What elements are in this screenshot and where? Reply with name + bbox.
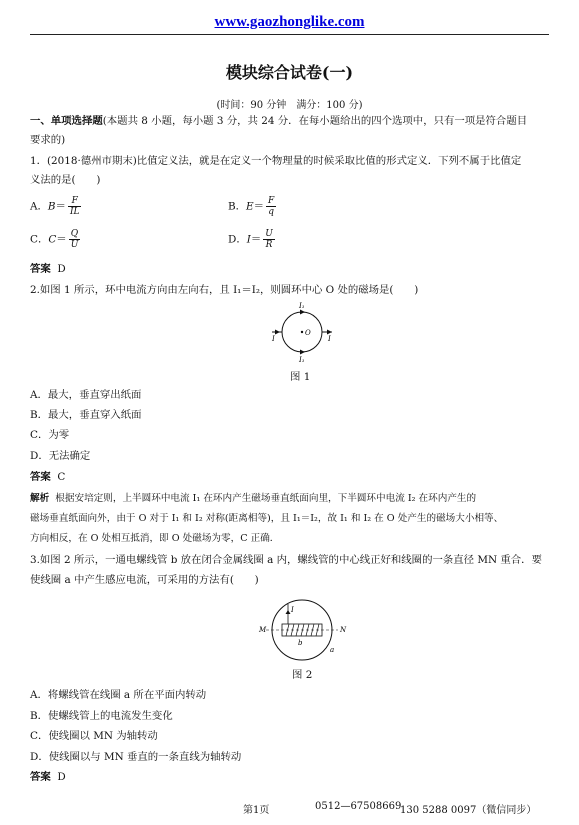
q1-option-c-var: C: [48, 233, 57, 246]
time-text: (时间：90 分钟: [216, 100, 287, 111]
q1-option-b-num: F: [268, 196, 275, 206]
q2-analysis-text-1: 根据安培定则，上半圆环中电流 I₁ 在环内产生磁场垂直纸面向里，下半圆环中电流 I₂ 在环内产生的: [55, 493, 477, 504]
q2-right-arrow: [327, 330, 332, 335]
site-link[interactable]: www.gaozhonglike.com: [214, 14, 365, 30]
q2-label-right: I: [328, 335, 331, 343]
q2-label-top: I₁: [299, 302, 305, 310]
q3-label-m: M: [259, 626, 267, 634]
q1-option-d-var: I: [246, 233, 251, 246]
q2-left-arrow: [275, 330, 280, 335]
q1-answer-label: 答案: [30, 263, 51, 275]
q2-option-b[interactable]: B．最大，垂直穿入纸面: [30, 409, 142, 421]
q3-option-c[interactable]: C．使线圈以 MN 为轴转动: [30, 730, 158, 742]
q1-option-b-label: B．: [228, 200, 247, 213]
q1-option-c-label: C．: [30, 233, 49, 246]
q3-option-b[interactable]: B．使螺线管上的电流发生变化: [30, 710, 173, 722]
q1-option-a-var: B: [47, 200, 56, 213]
q2-caption: 图 1: [290, 371, 311, 383]
q3-label-i: I: [291, 606, 294, 614]
q2-option-a[interactable]: A．最大，垂直穿出纸面: [30, 389, 142, 401]
footer-mobile: 130 5288 0097（微信同步）: [400, 805, 537, 816]
q2-analysis-label: 解析: [30, 493, 50, 504]
footer-phone: 0512—67508669: [315, 801, 402, 812]
q1-option-c-num: Q: [69, 229, 81, 240]
q3-answer: [30, 770, 66, 785]
q1-option-c-fraction: [69, 229, 81, 250]
time-info: [0, 96, 579, 111]
q3-line2: 使线圈 a 中产生感应电流，可采用的方法有( ): [30, 574, 259, 586]
q1-option-b-eq: ＝: [253, 200, 265, 213]
q1-option-b-var: E: [246, 200, 254, 213]
q1-option-a-den: IL: [69, 207, 80, 217]
page-title: 模块综合试卷(一): [225, 63, 354, 82]
q3-answer-label: 答案: [30, 771, 51, 783]
q3-line1: 3.如图 2 所示，一通电螺线管 b 放在闭合金属线圈 a 内，螺线管的中心线正好和线圈的一条直径 MN 重合．要: [30, 554, 542, 566]
q1-option-a-fraction: [68, 196, 82, 217]
q1-option-c-den: U: [70, 240, 79, 250]
q2-option-d[interactable]: D．无法确定: [30, 450, 91, 462]
q1-option-a[interactable]: [30, 196, 83, 217]
q3-figure: [258, 592, 350, 664]
q3-option-d[interactable]: D．使线圈以与 MN 垂直的一条直线为轴转动: [30, 751, 242, 763]
q1-option-a-eq: ＝: [55, 200, 66, 213]
q1-option-d-den: R: [265, 240, 273, 250]
score-text: 满分：100 分): [296, 100, 363, 111]
q3-winding: [286, 624, 319, 636]
section-desc-1: (本题共 8 小题，每小题 3 分，共 24 分．在每小题给出的四个选项中，只有一项是符合题目: [102, 115, 528, 127]
q2-analysis-3: 方向相反，在 O 处相互抵消，即 O 处磁场为零，C 正确．: [30, 533, 280, 544]
q2-label-left: I: [272, 335, 275, 343]
q3-label-n: N: [340, 626, 347, 634]
q2-option-c[interactable]: C．为零: [30, 429, 70, 441]
q2-bottom-arrow: [300, 350, 305, 355]
q1-option-b-fraction: [266, 196, 276, 217]
q1-option-d-label: D．: [228, 233, 247, 246]
q2-analysis-1: [30, 491, 476, 506]
q2-top-arrow: [300, 310, 305, 315]
q1-option-c[interactable]: [30, 229, 82, 250]
q2-label-center: O: [305, 329, 311, 337]
q2-label-bottom: I₁: [299, 356, 305, 364]
section-heading: 一、单项选择题: [30, 115, 103, 127]
q2-answer-value: C: [57, 471, 66, 483]
q1-option-b[interactable]: [228, 196, 278, 217]
q1-option-d-eq: ＝: [250, 233, 262, 246]
q3-label-b: b: [298, 639, 303, 647]
q3-label-a: a: [330, 646, 335, 654]
q1-option-b-den: q: [268, 207, 275, 217]
q2-analysis-2: 磁场垂直纸面向外，由于 O 对于 I₁ 和 I₂ 对称(距离相等)，且 I₁＝I₂，故 I₁ 和 I₂ 在 O 处产生的磁场大小相等、: [30, 513, 504, 524]
footer-page: 第1页: [243, 805, 270, 816]
header-rule: [30, 34, 549, 35]
q1-option-a-label: A．: [30, 200, 48, 213]
q1-option-d[interactable]: [228, 229, 277, 250]
section-heading-line: [30, 114, 527, 129]
q2-stem: 2.如图 1 所示，环中电流方向由左向右，且 I₁＝I₂，则圆环中心 O 处的磁场是( ): [30, 284, 419, 296]
q1-line1: 1．(2018·德州市期末)比值定义法，就是在定义一个物理量的时候采取比值的形式定义．下列不属于比值定: [30, 155, 522, 167]
q1-answer: [30, 262, 66, 277]
q3-option-a[interactable]: A．将螺线管在线圈 a 所在平面内转动: [30, 689, 207, 701]
q1-option-d-fraction: [263, 229, 275, 250]
q3-caption: 图 2: [292, 669, 313, 681]
section-desc-2: 要求的): [30, 134, 66, 146]
q1-line2: 义法的是( ): [30, 174, 101, 186]
q1-option-d-num: U: [265, 229, 273, 239]
q3-answer-value: D: [57, 771, 66, 783]
q3-current-arrow: [286, 610, 291, 614]
q1-option-c-eq: ＝: [56, 233, 67, 246]
q2-center-dot: [301, 331, 303, 333]
q1-option-a-num: F: [68, 196, 82, 207]
q1-answer-value: D: [57, 263, 66, 275]
q2-answer-label: 答案: [30, 471, 51, 483]
q2-figure: [262, 302, 342, 364]
q2-answer: [30, 470, 65, 485]
